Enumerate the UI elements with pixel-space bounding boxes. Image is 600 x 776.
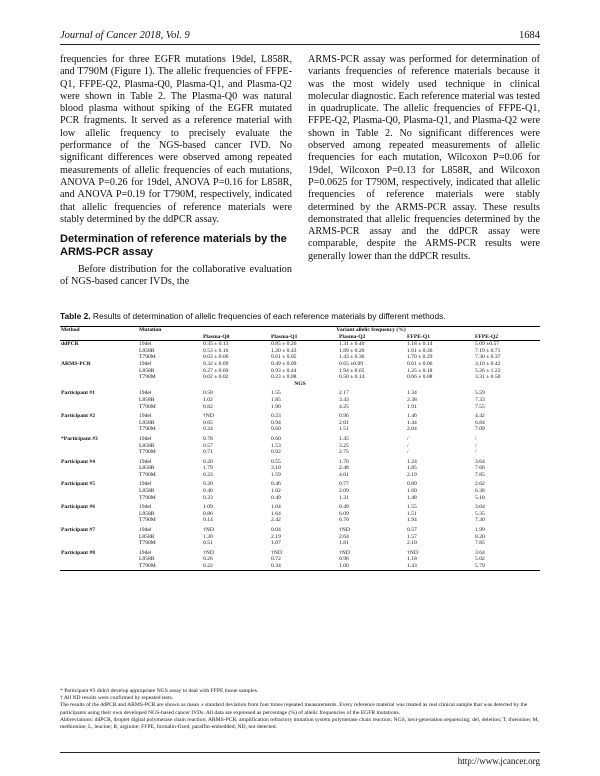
value-cell: / <box>407 449 409 456</box>
table-row <box>60 387 540 397</box>
value-cell: 1.43 <box>406 563 474 570</box>
value-cell: 2.04 <box>407 426 417 433</box>
method-cell: Participant #1 <box>61 390 96 397</box>
value-cell: 1.09 <box>203 504 213 511</box>
value-cell: 3.25 <box>339 442 349 449</box>
value-cell: 4.25 <box>339 403 349 410</box>
method-cell <box>60 465 138 472</box>
header-mutation: Mutation <box>138 327 202 334</box>
value-cell: 7.66 <box>475 465 485 472</box>
method-cell <box>60 563 138 570</box>
header-col: Plasma-Q0 <box>202 334 270 341</box>
mutation-cell: L858R <box>139 488 155 495</box>
value-cell: 0.96 <box>339 413 349 420</box>
mutation-cell: 19del <box>139 341 152 348</box>
footnote: The results of the ddPCR and ARMS-PCR are shown as mean ± standard deviation from four times repeated measurements. Every reference material was treated as real clinical sample that was detected by the participants using their own developed NGS-based cancer IVDs. All data are expressed as percentage (%) of allelic frequencies of the EGFR mutations. <box>60 702 528 716</box>
value-cell: 3.43 <box>339 396 349 403</box>
value-cell: 3.10 <box>271 465 281 472</box>
value-cell: 1.30 <box>203 533 213 540</box>
value-cell: 1.07 <box>271 540 281 547</box>
mutation-cell: L858R <box>139 510 155 517</box>
mutation-cell: T790M <box>139 540 156 547</box>
value-cell: 5.02 <box>475 556 485 563</box>
value-cell: 2.19 <box>271 533 281 540</box>
value-cell: 2.75 <box>339 449 349 456</box>
value-cell: 0.22 <box>202 563 270 570</box>
value-cell: 0.85 ± 0.26 <box>271 341 297 348</box>
method-cell <box>60 420 138 427</box>
value-cell: 0.60 <box>271 426 281 433</box>
value-cell: 0.53 ± 0.16 <box>203 347 229 354</box>
method-cell: Participant #7 <box>61 527 96 534</box>
value-cell: 0.32 ± 0.09 <box>203 360 229 367</box>
value-cell: 0.61 ± 0.05 <box>271 354 297 361</box>
method-cell <box>60 397 138 404</box>
value-cell: 7.85 <box>475 540 485 547</box>
mutation-cell: T790M <box>139 517 156 524</box>
table-row <box>60 374 540 381</box>
value-cell: 5.79 <box>474 563 540 570</box>
value-cell: 1.70 <box>339 458 349 465</box>
footnote: * Participant #3 didn't develop appropriate NGS assay to deal with FFPE tissue samples. <box>60 688 259 694</box>
table-row <box>60 420 540 427</box>
mutation-cell: 19del <box>139 390 152 397</box>
mutation-cell: 19del <box>139 504 152 511</box>
value-cell: †ND <box>203 527 214 534</box>
value-cell: 1.24 <box>407 458 417 465</box>
table-row <box>60 354 540 361</box>
table-row <box>60 472 540 479</box>
method-cell <box>60 556 138 563</box>
mutation-cell: 19del <box>139 413 152 420</box>
table-row <box>60 547 540 557</box>
table-row <box>60 540 540 547</box>
mutation-cell: L858R <box>139 442 155 449</box>
table-footnotes <box>60 688 540 731</box>
method-cell <box>60 534 138 541</box>
method-cell: *Participant #3 <box>61 435 98 442</box>
page-number: 1684 <box>519 30 540 41</box>
header-blank <box>60 334 138 341</box>
mutation-cell: 19del <box>139 435 152 442</box>
value-cell: 6.38 <box>475 488 485 495</box>
value-cell: 1.46 <box>407 413 417 420</box>
value-cell: 1.57 <box>407 533 417 540</box>
section-heading: Determination of reference materials by the ARMS-PCR assay <box>60 233 287 259</box>
method-cell <box>60 540 138 547</box>
value-cell: 0.61 ± 0.06 <box>407 360 433 367</box>
value-cell: 0.14 <box>203 517 213 524</box>
value-cell: 1.48 <box>407 494 417 501</box>
mutation-cell: T790M <box>139 354 156 361</box>
value-cell: †ND <box>339 527 350 534</box>
method-cell <box>60 517 138 524</box>
value-cell: 1.59 <box>271 471 281 478</box>
value-cell: 1.53 <box>271 442 281 449</box>
value-cell: †ND <box>339 549 350 556</box>
value-cell: 1.85 <box>271 396 281 403</box>
value-cell: 0.86 <box>203 510 213 517</box>
value-cell: 7.85 <box>475 471 485 478</box>
value-cell: 0.94 <box>271 419 281 426</box>
table-row <box>60 341 540 348</box>
method-cell: ddPCR <box>61 341 79 348</box>
table-row <box>60 524 540 534</box>
value-cell: 2.62 <box>475 481 485 488</box>
value-cell: 1.79 <box>203 465 213 472</box>
mutation-cell: T790M <box>139 403 156 410</box>
value-cell: 2.48 <box>339 465 349 472</box>
mutation-cell: 19del <box>139 458 152 465</box>
value-cell: 1.02 <box>203 396 213 403</box>
value-cell: 0.55 <box>271 458 281 465</box>
value-cell: 1.70 ± 0.29 <box>407 354 433 361</box>
method-cell <box>60 348 138 355</box>
mutation-cell: L858R <box>139 367 155 374</box>
table-row <box>60 534 540 541</box>
method-cell: Participant #5 <box>61 481 96 488</box>
value-cell: 2.01 <box>339 419 349 426</box>
mutation-cell: 19del <box>139 481 152 488</box>
value-cell: 0.20 <box>203 481 213 488</box>
value-cell: 0.40 <box>203 488 213 495</box>
value-cell: 0.23 ± 0.08 <box>271 374 297 381</box>
mutation-cell: L858R <box>139 465 155 472</box>
right-paragraph-1: ARMS-PCR assay was performed for determination of variants frequencies of reference materials because it was the most widely used technique in clinical molecular diagnostic. Each reference material was tested in quadruplicate. The allelic frequencies of FFPE-Q1, FFPE-Q2, Plasma-Q0, Plasma-Q1, and Plasma-Q2 were shown in Table 2. No significant differences were observed among repeated measurements of allelic frequencies for each mutation, Wilcoxon P=0.06 for 19del, Wilcoxon P=0.13 for L858R, and Wilcoxon P=0.0625 for T790M, respectively, indicated that allelic frequencies of reference materials were stably determined by the ARMS-PCR assay. These results demonstrated that allelic frequencies determined by the ARMS-PCR assay and the ddPCR assay were comparable, despite the ARMS-PCR results were generally lower than the ddPCR results. <box>308 54 540 262</box>
ngs-label: NGS <box>294 380 306 387</box>
value-cell: 0.49 <box>271 494 281 501</box>
value-cell: 1.25 ± 0.18 <box>407 367 433 374</box>
value-cell: 1.89 ± 0.20 <box>339 347 365 354</box>
method-cell: Participant #2 <box>61 413 96 420</box>
method-cell <box>60 354 138 361</box>
value-cell: 0.23 <box>203 494 213 501</box>
journal-title: Journal of Cancer 2018, Vol. 9 <box>60 30 190 41</box>
value-cell: 0.82 <box>203 403 213 410</box>
method-cell: Participant #6 <box>61 504 96 511</box>
right-column <box>308 54 540 263</box>
mutation-cell: T790M <box>139 471 156 478</box>
value-cell: 5.18 <box>475 494 485 501</box>
value-cell: 0.51 <box>203 540 213 547</box>
value-cell: 0.57 <box>407 527 417 534</box>
method-cell <box>60 511 138 518</box>
table-row <box>60 456 540 466</box>
value-cell: 2.09 <box>339 488 349 495</box>
value-cell: 1.00 <box>338 563 406 570</box>
value-cell: 2.19 <box>407 471 417 478</box>
value-cell: 5.09 ±0.57 <box>475 341 500 348</box>
value-cell: 1.94 ± 0.65 <box>339 367 365 374</box>
value-cell: 0.72 <box>271 556 281 563</box>
value-cell: 0.58 <box>203 390 213 397</box>
value-cell: 3.04 <box>475 504 485 511</box>
value-cell: 7.55 <box>475 403 485 410</box>
value-cell: 0.46 <box>271 481 281 488</box>
value-cell: 7.19 ± 0.71 <box>475 347 501 354</box>
value-cell: 0.20 <box>203 458 213 465</box>
value-cell: 3.64 <box>475 549 485 556</box>
method-cell <box>60 472 138 479</box>
value-cell: 1.64 <box>271 510 281 517</box>
value-cell: 8.20 <box>475 533 485 540</box>
table-row <box>60 443 540 450</box>
ngs-section-row <box>60 381 540 388</box>
method-cell <box>60 488 138 495</box>
value-cell: 0.34 <box>270 563 338 570</box>
table-header-row-1 <box>60 327 540 334</box>
header-group: Variant allelic frequency (%) <box>202 327 540 334</box>
method-cell: Participant #8 <box>61 549 96 556</box>
value-cell: 2.10 <box>407 540 417 547</box>
value-cell: 1.81 <box>339 540 349 547</box>
value-cell: 1.44 <box>407 419 417 426</box>
value-cell: 0.23 <box>203 471 213 478</box>
method-cell <box>60 495 138 502</box>
header-blank <box>138 334 202 341</box>
value-cell: †ND <box>203 549 214 556</box>
value-cell: 7.09 <box>475 426 485 433</box>
value-cell: 2.42 <box>271 517 281 524</box>
value-cell: 1.55 <box>271 390 281 397</box>
value-cell: 4.42 <box>475 413 485 420</box>
page-footer <box>60 752 540 767</box>
table-row <box>60 495 540 502</box>
mutation-cell: 19del <box>139 527 152 534</box>
value-cell: 1.90 <box>271 403 281 410</box>
table-row <box>60 361 540 368</box>
table-row <box>60 449 540 456</box>
value-cell: 0.35 ± 0.13 <box>203 341 229 348</box>
value-cell: 1.60 <box>407 488 417 495</box>
table-row <box>60 426 540 433</box>
value-cell: 0.49 <box>339 504 349 511</box>
value-cell: 5.26 ± 1.23 <box>475 367 501 374</box>
mutation-cell: L858R <box>139 396 155 403</box>
left-paragraph-2: Before distribution for the collaborative evaluation of NGS-based cancer IVDs, the <box>60 264 292 288</box>
method-cell <box>60 443 138 450</box>
method-cell <box>60 404 138 411</box>
header-col: FFPE-Q1 <box>406 334 474 341</box>
value-cell: 1.04 <box>271 504 281 511</box>
value-cell: 7.33 <box>475 396 485 403</box>
value-cell: / <box>407 442 409 449</box>
left-column <box>60 54 292 289</box>
mutation-cell: L858R <box>139 347 155 354</box>
method-cell: ARMS-PCR <box>61 360 91 367</box>
value-cell: 0.65 ±0.09 <box>339 360 364 367</box>
value-cell: 1.43 ± 0.36 <box>339 354 365 361</box>
value-cell: 1.85 <box>407 465 417 472</box>
value-cell: 1.99 <box>475 527 485 534</box>
value-cell: 1.02 <box>271 488 281 495</box>
table-row <box>60 511 540 518</box>
value-cell: 2.38 <box>407 396 417 403</box>
value-cell: 6.84 <box>475 419 485 426</box>
header-col: Plasma-Q2 <box>338 334 406 341</box>
value-cell: 7.30 <box>475 517 485 524</box>
value-cell: 0.49 ± 0.09 <box>271 360 297 367</box>
value-cell: 3.10 ± 0.42 <box>475 360 501 367</box>
table-row <box>60 563 540 570</box>
table-row <box>60 404 540 411</box>
value-cell: 6.70 <box>339 517 349 524</box>
value-cell: 3.31 ± 0.50 <box>475 374 501 381</box>
value-cell: 2.64 <box>339 533 349 540</box>
mutation-cell: T790M <box>138 563 202 570</box>
header-col: FFPE-Q2 <box>474 334 540 341</box>
value-cell: 4.01 <box>339 471 349 478</box>
table-caption <box>60 311 540 321</box>
footer-url: http://www.jcancer.org <box>457 756 540 766</box>
value-cell: 1.34 <box>407 390 417 397</box>
value-cell: / <box>475 449 477 456</box>
value-cell: 1.18 <box>407 556 417 563</box>
value-cell: 1.94 <box>407 517 417 524</box>
value-cell: / <box>475 442 477 449</box>
mutation-cell: T790M <box>139 426 156 433</box>
mutation-cell: T790M <box>139 374 156 381</box>
page-header <box>60 30 540 45</box>
method-cell: Participant #4 <box>61 458 96 465</box>
value-cell: 1.31 ± 0.40 <box>339 341 365 348</box>
mutation-cell: T790M <box>139 494 156 501</box>
footnote: Abbreviations: ddPCR, droplet digital polymerase chain reaction; ARMS-PCR, amplification refractory mutation system polymerase chain reaction; NGS, next-generation sequencing; del, deletion; T, threonine; M, methionine; L, leucine; R, arginine; FFPE, formalin-fixed, paraffin-embedded; ND, not detected. <box>60 716 539 731</box>
value-cell: 1.51 <box>339 426 349 433</box>
mutation-cell: L858R <box>139 556 155 563</box>
value-cell: 1.61 ± 0.36 <box>407 347 433 354</box>
header-col: Plasma-Q1 <box>270 334 338 341</box>
table-row <box>60 433 540 443</box>
table-row <box>60 465 540 472</box>
left-paragraph-1: frequencies for three EGFR mutations 19del, L858R, and T790M (Figure 1). The allelic frequencies of FFPE-Q1, FFPE-Q2, Plasma-Q0, Plasma-Q1, and Plasma-Q2 were shown in Table 2. The Plasma-Q0 was natural blood plasma without spiking of the EGFR mutated PCR fragments. It served as a reference material with low allelic frequency to precisely evaluate the performance of the NGS-based cancer IVD. No significant differences were observed among repeated measurements of allelic frequencies of each mutations, ANOVA P=0.26 for 19del, ANOVA P=0.16 for L858R, and ANOVA P=0.19 for T790M, respectively, indicated that allelic frequencies of reference materials were stably determined by the ddPCR assay. <box>60 54 292 225</box>
method-cell <box>60 449 138 456</box>
value-cell: 1.51 <box>407 510 417 517</box>
value-cell: 0.27 ± 0.09 <box>203 367 229 374</box>
method-cell <box>60 426 138 433</box>
value-cell: 7.30 ± 0.37 <box>475 354 501 361</box>
value-cell: 5.35 <box>475 510 485 517</box>
value-cell: 1.91 <box>407 403 417 410</box>
value-cell: 1.18 ± 0.14 <box>407 341 433 348</box>
mutation-cell: L858R <box>139 419 155 426</box>
value-cell: 0.02 ± 0.02 <box>203 374 229 381</box>
table-row <box>60 410 540 420</box>
table-row <box>60 368 540 375</box>
table-row <box>60 556 540 563</box>
value-cell: 0.71 <box>203 449 213 456</box>
value-cell: 0.50 ± 0.14 <box>339 374 365 381</box>
mutation-cell: 19del <box>139 360 152 367</box>
table-caption-text: Results of determination of allelic frequencies of each reference materials by different methods. <box>90 311 446 321</box>
table-row <box>60 348 540 355</box>
value-cell: / <box>475 435 477 442</box>
header-method: Method <box>60 327 138 334</box>
table-row <box>60 397 540 404</box>
table-caption-label: Table 2. <box>60 311 91 321</box>
mutation-cell: T790M <box>139 449 156 456</box>
value-cell: 1.31 <box>339 494 349 501</box>
value-cell: 0.04 <box>271 527 281 534</box>
value-cell: 1.45 <box>339 435 349 442</box>
value-cell: 0.77 <box>339 481 349 488</box>
value-cell: 0.57 <box>203 442 213 449</box>
value-cell: 0.23 <box>271 413 281 420</box>
value-cell: †ND <box>271 549 282 556</box>
table-row <box>60 478 540 488</box>
value-cell: 0.92 <box>271 449 281 456</box>
results-table <box>60 326 540 571</box>
value-cell: 0.26 <box>203 556 213 563</box>
table-row <box>60 517 540 524</box>
value-cell: 6.09 <box>339 510 349 517</box>
footnote: † All ND results were confirmed by repeated tests. <box>60 695 174 702</box>
value-cell: 0.60 <box>271 435 281 442</box>
table-row <box>60 501 540 511</box>
value-cell: 0.78 <box>203 435 213 442</box>
value-cell: 0.03 ± 0.06 <box>203 354 229 361</box>
value-cell: 5.59 <box>475 390 485 397</box>
value-cell: 0.93 ± 0.44 <box>271 367 297 374</box>
value-cell: 1.55 <box>407 504 417 511</box>
value-cell: †ND <box>203 413 214 420</box>
value-cell: / <box>407 435 409 442</box>
value-cell: 1.20 ± 0.43 <box>271 347 297 354</box>
table-body <box>60 341 540 570</box>
mutation-cell: L858R <box>139 533 155 540</box>
method-cell <box>60 368 138 375</box>
value-cell: 3.64 <box>475 458 485 465</box>
value-cell: 2.17 <box>339 390 349 397</box>
value-cell: 0.65 <box>203 419 213 426</box>
table-header-row-2 <box>60 334 540 341</box>
value-cell: 0.89 <box>407 481 417 488</box>
value-cell: 0.96 <box>339 556 349 563</box>
value-cell: 0.24 <box>203 426 213 433</box>
table-row <box>60 488 540 495</box>
method-cell <box>60 374 138 381</box>
mutation-cell: 19del <box>139 549 152 556</box>
value-cell: 0.66 ± 0.08 <box>407 374 433 381</box>
value-cell: †ND <box>407 549 418 556</box>
